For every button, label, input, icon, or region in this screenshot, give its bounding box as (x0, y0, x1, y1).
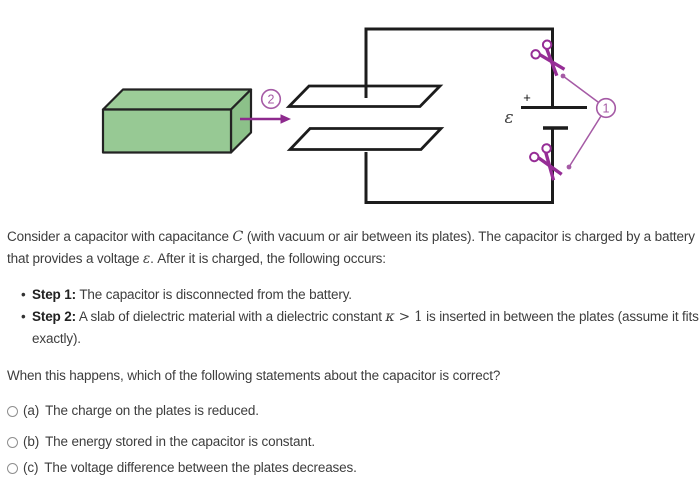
voltage-symbol: ε (143, 251, 151, 267)
bullet-marker: • (21, 309, 26, 324)
step1-marker (597, 99, 616, 118)
intro-paragraph (7, 226, 699, 270)
answer-options (7, 401, 699, 478)
intro-text-2: (with vacuum or air between its plates). The capacitor is charged by a battery that provides a voltage (7, 229, 695, 266)
marker-2-digit: 2 (267, 92, 275, 107)
option-c-text: The voltage difference between the plates decreases. (44, 460, 357, 475)
option-a-key: (a) (23, 403, 40, 418)
capacitor-plate-bottom (290, 129, 441, 150)
capacitor-circuit-svg (0, 0, 700, 220)
step-2-text-post: is inserted in between the plates (assume it fits exactly). (32, 309, 699, 346)
cut-point-connectors (561, 74, 601, 170)
cut-point-dot-top (561, 74, 566, 79)
option-row-b[interactable] (7, 432, 699, 452)
option-b-radio[interactable] (7, 437, 18, 448)
option-b-text: The energy stored in the capacitor is constant. (45, 434, 315, 449)
option-c-radio[interactable] (7, 463, 18, 474)
step-1-label: Step 1: (32, 287, 76, 302)
step-2-label: Step 2: (32, 309, 76, 324)
option-row-c[interactable] (7, 458, 699, 478)
option-a-text: The charge on the plates is reduced. (45, 403, 259, 418)
capacitor-diagram (0, 0, 700, 220)
capacitance-symbol: C (232, 229, 244, 245)
step-2-text-pre: A slab of dielectric material with a dielectric constant (75, 309, 386, 324)
connector-line-bottom (569, 117, 601, 168)
steps-list (7, 284, 699, 350)
option-c-key: (c) (23, 460, 39, 475)
step-2-body (32, 306, 699, 350)
step2-marker (262, 90, 281, 109)
dielectric-slab (103, 90, 251, 153)
connector-line-top (563, 76, 598, 102)
battery-symbol (504, 90, 587, 128)
kappa-relation: > 1 (394, 309, 423, 325)
intro-text-3: . After it is charged, the following occurs: (150, 251, 386, 266)
marker-1-digit: 1 (602, 101, 610, 116)
kappa-symbol: κ (385, 309, 395, 325)
battery-plus-label: + (523, 90, 531, 105)
cut-point-dot-bottom (567, 165, 572, 170)
question-text: When this happens, which of the following statements about the capacitor is correct? (7, 368, 501, 383)
emf-label: ε (504, 108, 514, 128)
option-b-key: (b) (23, 434, 40, 449)
list-item-step-2 (7, 306, 699, 350)
list-item-step-1 (7, 284, 699, 306)
bullet-marker: • (21, 287, 26, 302)
step-1-body (32, 284, 699, 306)
step-1-text: The capacitor is disconnected from the battery. (75, 287, 352, 302)
scissors-bottom-icon (528, 143, 567, 184)
option-row-a[interactable] (7, 401, 699, 421)
option-a-radio[interactable] (7, 406, 18, 417)
problem-text (7, 226, 699, 478)
intro-text-1: Consider a capacitor with capacitance (7, 229, 233, 244)
